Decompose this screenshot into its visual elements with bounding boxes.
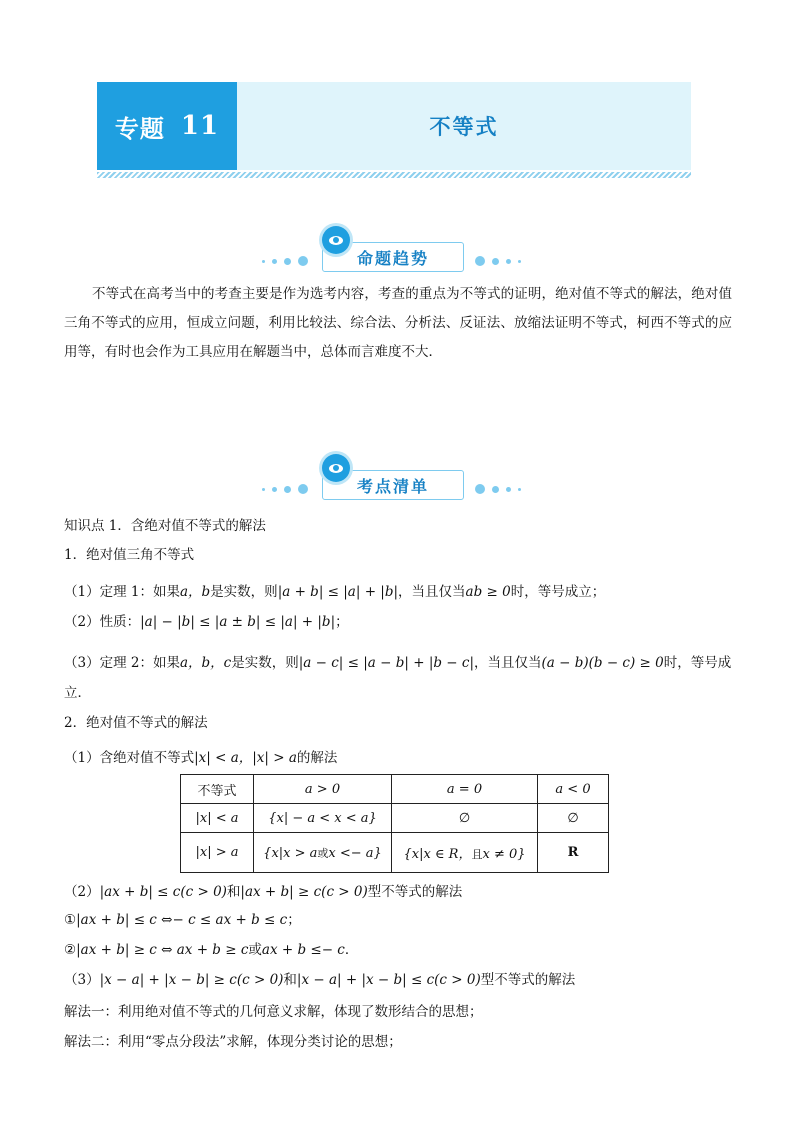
case-1: ①|ax + b| ≤ c ⇔− c ≤ ax + b ≤ c； — [64, 912, 301, 928]
badge-label: 考点清单 — [322, 470, 464, 500]
badge-label: 命题趋势 — [322, 242, 464, 272]
case-2: ②|ax + b| ≥ c ⇔ ax + b ≥ c或ax + b ≤− c． — [64, 942, 359, 958]
theorem-2: （3）定理 2：如果a，b，c是实数，则|a − c| ≤ |a − b| + |b − c|，当且仅当(a − b)(b − c) ≥ 0时，等号成 — [64, 655, 732, 671]
table-cell: |x| > a — [181, 833, 254, 873]
eye-icon — [322, 454, 350, 482]
right-dots-decoration — [475, 484, 521, 494]
section-badge-trend — [0, 236, 794, 276]
table-cell: {x|x ∈ R，且x ≠ 0} — [392, 833, 538, 873]
sub-item-3: （3）|x − a| + |x − b| ≥ c(c > 0)和|x − a| + |x − b| ≤ c(c > 0)型不等式的解法 — [64, 972, 576, 988]
table-cell: {x|x > a或x <− a} — [254, 833, 392, 873]
method-2: 解法二：利用“零点分段法”求解，体现分类讨论的思想； — [64, 1034, 402, 1050]
table-cell: a < 0 — [538, 775, 609, 804]
theorem-2-continued: 立． — [64, 685, 91, 701]
table-cell: ∅ — [392, 804, 538, 833]
property: （2）性质：|a| − |b| ≤ |a ± b| ≤ |a| + |b|； — [64, 614, 349, 630]
right-dots-decoration — [475, 256, 521, 266]
topic-title: 不等式 — [237, 82, 691, 170]
table-cell: 不等式 — [181, 775, 254, 804]
topic-banner — [97, 82, 691, 170]
table-cell: {x| − a < x < a} — [254, 804, 392, 833]
section-badge-checklist — [0, 464, 794, 504]
subheading-solving: 2．绝对值不等式的解法 — [64, 715, 208, 731]
table-row — [181, 833, 609, 873]
theorem-1: （1）定理 1：如果a，b是实数，则|a + b| ≤ |a| + |b|，当且仅当ab ≥ 0时，等号成立； — [64, 584, 606, 600]
trend-paragraph: 不等式在高考当中的考查主要是作为选考内容，考查的重点为不等式的证明，绝对值不等式的解法，绝对值三角不等式的应用，恒成立问题，利用比较法、综合法、分析法、反证法、放缩法证明不等式，柯西不等式的应用等，有时也会作为工具应用在解题当中，总体而言难度不大． — [64, 286, 732, 360]
inequality-solution-table — [180, 774, 609, 873]
sub-item-2: （2）|ax + b| ≤ c(c > 0)和|ax + b| ≥ c(c > 0)型不等式的解法 — [64, 884, 463, 900]
method-1: 解法一：利用绝对值不等式的几何意义求解，体现了数形结合的思想； — [64, 1004, 483, 1020]
topic-number: 11 — [180, 111, 220, 141]
topic-number-block — [97, 82, 237, 170]
left-dots-decoration — [262, 484, 308, 494]
table-cell: ∅ — [538, 804, 609, 833]
subheading-triangle-inequality: 1．绝对值三角不等式 — [64, 547, 195, 563]
sub-item-1: （1）含绝对值不等式|x| < a，|x| > a的解法 — [64, 750, 338, 766]
table-row — [181, 804, 609, 833]
knowledge-point-heading: 知识点 1．含绝对值不等式的解法 — [64, 518, 266, 534]
table-cell: a > 0 — [254, 775, 392, 804]
banner-divider — [97, 172, 691, 178]
table-cell: |x| < a — [181, 804, 254, 833]
eye-icon — [322, 226, 350, 254]
left-dots-decoration — [262, 256, 308, 266]
table-cell: R — [538, 833, 609, 873]
table-header-row — [181, 775, 609, 804]
topic-label: 专题 — [114, 113, 165, 143]
table-cell: a = 0 — [392, 775, 538, 804]
